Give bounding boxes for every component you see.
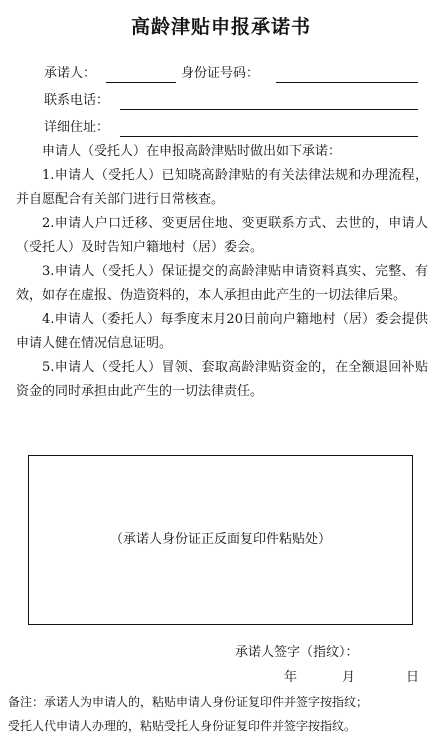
phone-field[interactable]	[120, 109, 418, 110]
address-label: 详细住址：	[44, 120, 110, 135]
promisor-field[interactable]	[106, 82, 176, 83]
promisor-label: 承诺人：	[44, 66, 97, 81]
commitment-item-2: 2.申请人户口迁移、变更居住地、变更联系方式、去世的，申请人（受托人）及时告知户籍地村（居）委会。	[16, 216, 428, 255]
phone-label: 联系电话：	[44, 93, 110, 108]
id-number-label: 身份证号码：	[181, 66, 260, 81]
commitment-item-5: 5.申请人（受托人）冒领、套取高龄津贴资金的，在全额退回补贴资金的同时承担由此产生的一切法律责任。	[16, 360, 428, 399]
page-title: 高龄津贴申报承诺书	[130, 16, 311, 38]
id-copy-paste-area	[28, 455, 413, 625]
id-copy-paste-label: （承诺人身份证正反面复印件粘贴处）	[109, 532, 331, 547]
commitment-item-3: 3.申请人（受托人）保证提交的高龄津贴申请资料真实、完整、有效，如存在虚报、伪造资料的，本人承担由此产生的一切法律后果。	[16, 264, 428, 303]
address-field[interactable]	[120, 136, 418, 137]
commitment-item-4: 4.申请人（委托人）每季度末月20日前向户籍地村（居）委会提供申请人健在情况信息证明。	[16, 312, 428, 351]
intro-text: 申请人（受托人）在申报高龄津贴时做出如下承诺：	[42, 144, 342, 159]
date-year-label: 年	[284, 670, 298, 685]
note-line-2: 受托人代申请人办理的，粘贴受托人身份证复印件并签字按指纹。	[8, 719, 357, 733]
commitment-item-1: 1.申请人（受托人）已知晓高龄津贴的有关法律法规和办理流程，并自愿配合有关部门进行日常核查。	[16, 168, 428, 207]
date-day-label: 日	[406, 670, 420, 685]
date-month-label: 月	[342, 670, 356, 685]
id-number-field[interactable]	[276, 82, 418, 83]
commitment-body	[16, 140, 428, 404]
signature-label: 承诺人签字（指纹）：	[235, 645, 359, 660]
note-line-1: 备注：承诺人为申请人的，粘贴申请人身份证复印件并签字按指纹；	[8, 695, 369, 709]
